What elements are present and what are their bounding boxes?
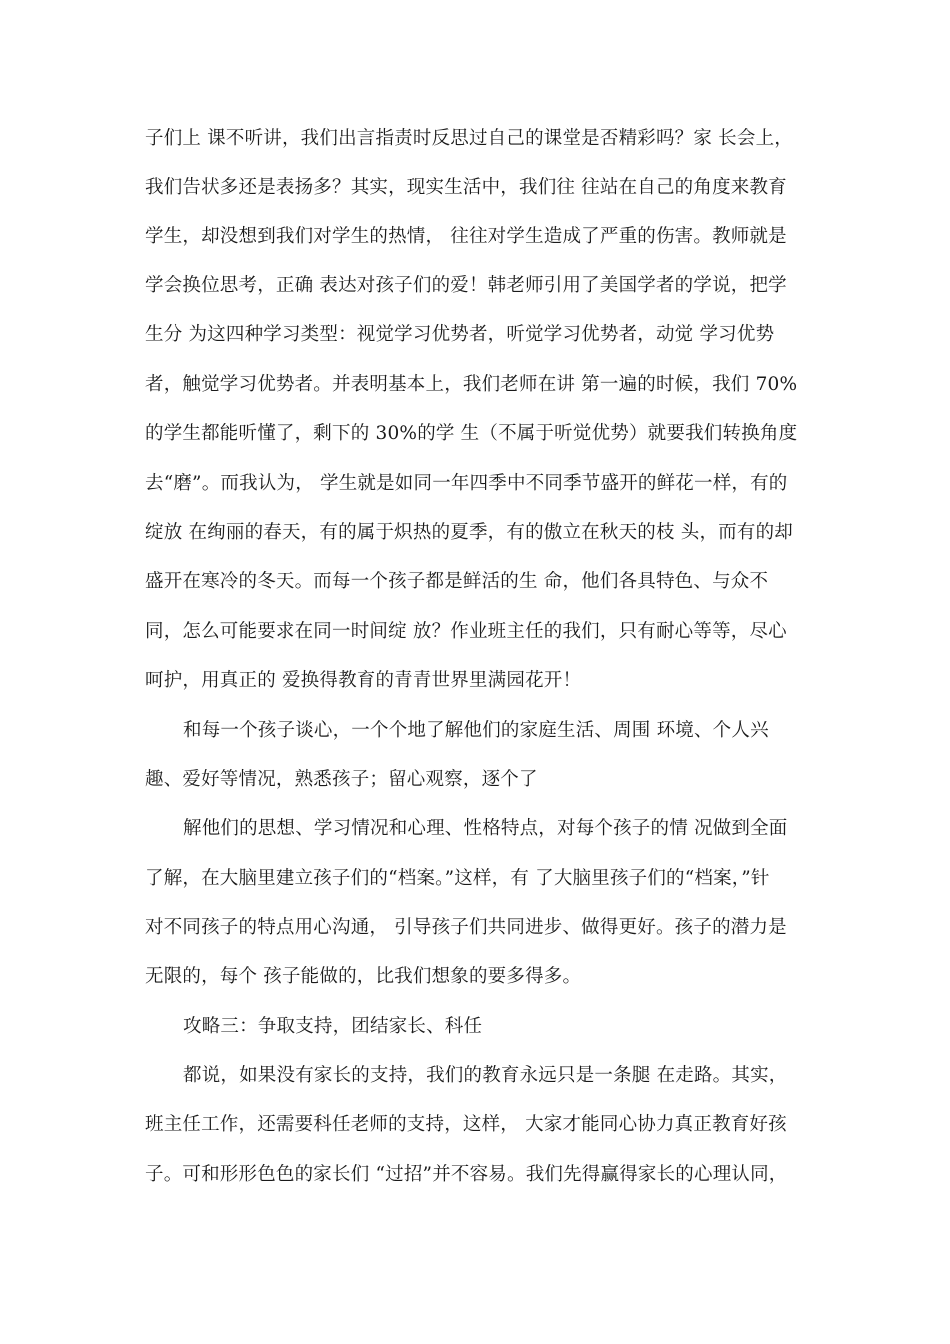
- text-line-3: 学生，却没想到我们对学生的热情， 往往对学生造成了严重的伤害。教师就是: [145, 226, 787, 247]
- text-line-4: 学会换位思考，正确 表达对孩子们的爱！韩老师引用了美国学者的学说，把学: [145, 275, 787, 296]
- text-line-11: 同，怎么可能要求在同一时间绽 放？作业班主任的我们，只有耐心等等，尽心: [145, 621, 787, 642]
- text-line-7: 的学生都能听懂了，剩下的 30%的学 生（不属于听觉优势）就要我们转换角度: [145, 423, 798, 444]
- section-heading: 攻略三：争取支持，团结家长、科任: [183, 1016, 483, 1037]
- text-line-22: 子。可和形形色色的家长们 “过招”并不容易。我们先得赢得家长的心理认同，: [145, 1164, 788, 1185]
- text-line-1: 子们上 课不听讲，我们出言指责时反思过自己的课堂是否精彩吗？家 长会上，: [145, 128, 793, 149]
- paragraph-start-line: 和每一个孩子谈心，一个个地了解他们的家庭生活、周围 环境、个人兴: [183, 720, 769, 741]
- text-line-8: 去“磨”。而我认为， 学生就是如同一年四季中不同季节盛开的鲜花一样，有的: [145, 473, 788, 494]
- text-line-18: 无限的，每个 孩子能做的，比我们想象的要多得多。: [145, 966, 582, 987]
- paragraph-start-line: 解他们的思想、学习情况和心理、性格特点，对每个孩子的情 况做到全面: [183, 818, 788, 839]
- text-line-9: 绽放 在绚丽的春天，有的属于炽热的夏季，有的傲立在秋天的枝 头，而有的却: [145, 522, 793, 543]
- text-line-2: 我们告状多还是表扬多？其实，现实生活中，我们往 往站在自己的角度来教育: [145, 177, 787, 198]
- text-line-12: 呵护，用真正的 爱换得教育的青青世界里满园花开！: [145, 670, 582, 691]
- text-line-17: 对不同孩子的特点用心沟通， 引导孩子们共同进步、做得更好。孩子的潜力是: [145, 917, 787, 938]
- text-line-6: 者，触觉学习优势者。并表明基本上，我们老师在讲 第一遍的时候，我们 70%: [145, 374, 798, 395]
- paragraph-start-line: 都说，如果没有家长的支持，我们的教育永远只是一条腿 在走路。其实，: [183, 1065, 788, 1086]
- text-line-5: 生分 为这四种学习类型：视觉学习优势者，听觉学习优势者，动觉 学习优势: [145, 324, 775, 345]
- text-line-21: 班主任工作，还需要科任老师的支持，这样， 大家才能同心协力真正教育好孩: [145, 1114, 787, 1135]
- text-line-16: 了解，在大脑里建立孩子们的“档案。”这样，有 了大脑里孩子们的“档案，”针: [145, 868, 770, 889]
- text-line-10: 盛开在寒冷的冬天。而每一个孩子都是鲜活的生 命，他们各具特色、与众不: [145, 571, 769, 592]
- text-line-14: 趣、爱好等情况，熟悉孩子；留心观察，逐个了: [145, 769, 538, 790]
